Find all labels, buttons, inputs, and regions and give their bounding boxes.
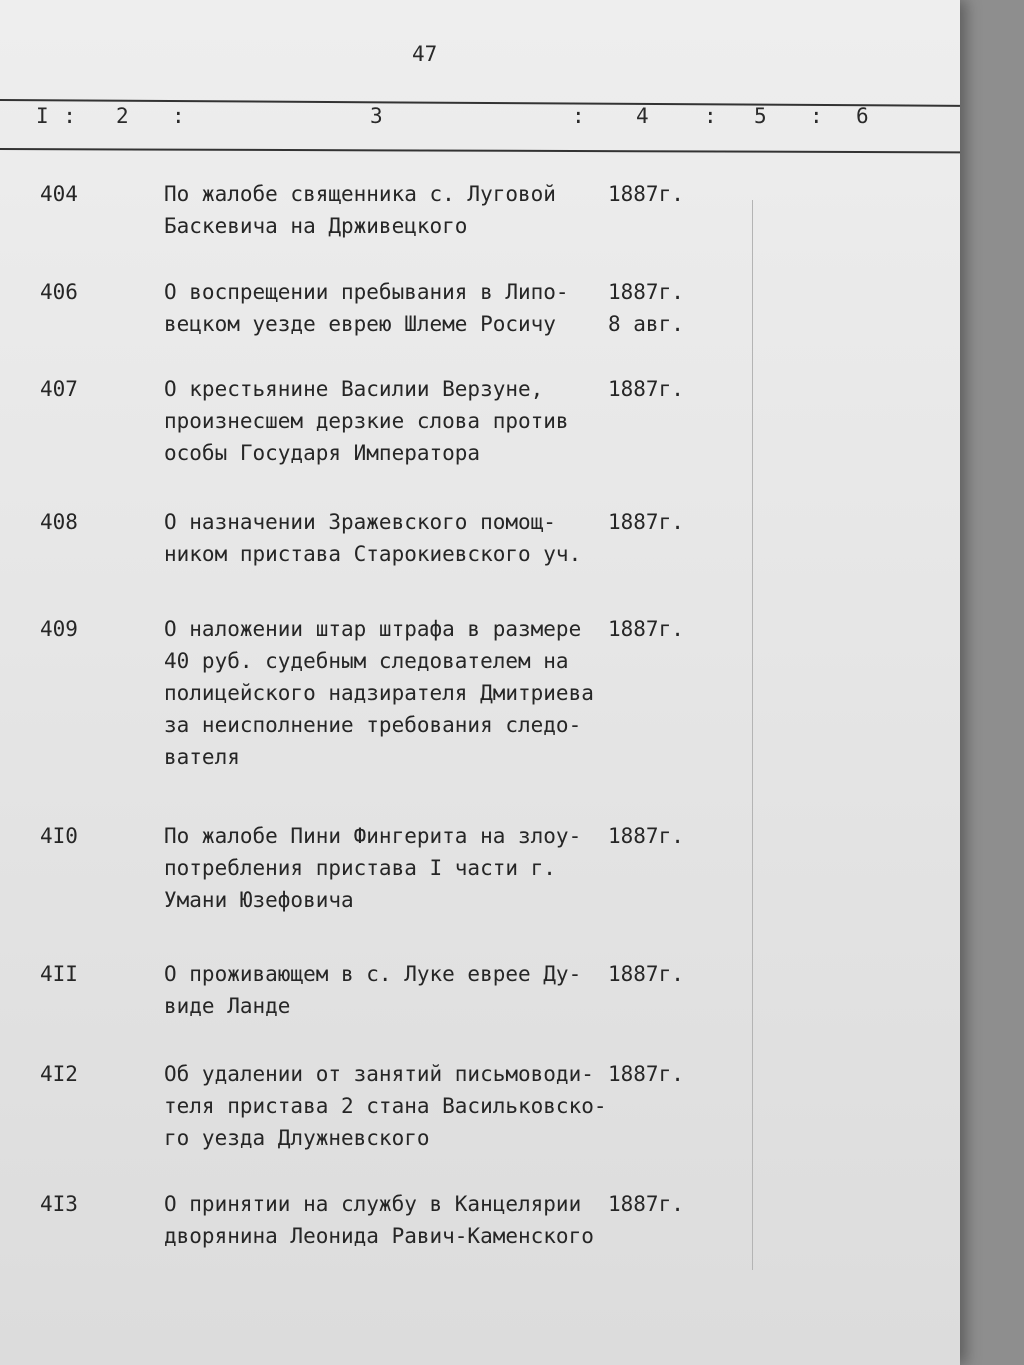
row-date: 1887г. xyxy=(608,510,684,534)
column-separator: : xyxy=(172,104,186,128)
row-number: 4I2 xyxy=(40,1062,78,1086)
row-number: 407 xyxy=(40,377,78,401)
row-title: По жалобе священника с. Луговой Баскевича на Држивецкого xyxy=(164,182,556,238)
row-number: 408 xyxy=(40,510,78,534)
row-date: 1887г. xyxy=(608,962,684,986)
row-title: О назначении Зражевского помощ- ником пристава Старокиевского уч. xyxy=(164,510,582,566)
header-bottom-rule xyxy=(0,148,960,153)
column-separator: : xyxy=(810,104,824,128)
row-date: 1887г. xyxy=(608,377,684,401)
column-separator: : xyxy=(572,104,586,128)
row-number: 409 xyxy=(40,617,78,641)
row-title: О наложении штар штрафа в размере 40 руб. судебным следователем на полицейского надзирателя Дмитриева за неисполнение требования следо- вателя xyxy=(164,617,594,769)
row-date: 1887г. xyxy=(608,182,684,206)
row-number: 4I3 xyxy=(40,1192,78,1216)
row-title: О крестьянине Василии Верзуне, произнесшем дерзкие слова против особы Государя Императора xyxy=(164,377,569,465)
row-number: 406 xyxy=(40,280,78,304)
column-header-1: I : xyxy=(36,104,77,128)
column-header-6: 6 xyxy=(856,104,870,128)
column-header-2: 2 xyxy=(116,104,130,128)
row-title: О принятии на службу в Канцелярии дворянина Леонида Равич-Каменского xyxy=(164,1192,594,1248)
row-number: 404 xyxy=(40,182,78,206)
row-title: По жалобе Пини Фингерита на злоу- потребления пристава I части г. Умани Юзефовича xyxy=(164,824,582,912)
column-header-5: 5 xyxy=(754,104,768,128)
row-number: 4II xyxy=(40,962,78,986)
row-date: 1887г. xyxy=(608,1062,684,1086)
row-title: О воспрещении пребывания в Липо- вецком уезде еврею Шлеме Росичу xyxy=(164,280,569,336)
column-separator: : xyxy=(704,104,718,128)
column-divider-line xyxy=(752,200,753,1270)
row-number: 4I0 xyxy=(40,824,78,848)
row-date: 1887г. xyxy=(608,824,684,848)
column-header-3: 3 xyxy=(370,104,384,128)
row-date: 1887г. 8 авг. xyxy=(608,280,684,336)
row-date: 1887г. xyxy=(608,617,684,641)
column-header-4: 4 xyxy=(636,104,650,128)
row-date: 1887г. xyxy=(608,1192,684,1216)
row-title: Об удалении от занятий письмоводи- теля пристава 2 стана Васильковско- го уезда Длужневского xyxy=(164,1062,607,1150)
page-number: 47 xyxy=(412,42,438,66)
row-title: О проживающем в с. Луке еврее Ду- виде Ланде xyxy=(164,962,582,1018)
